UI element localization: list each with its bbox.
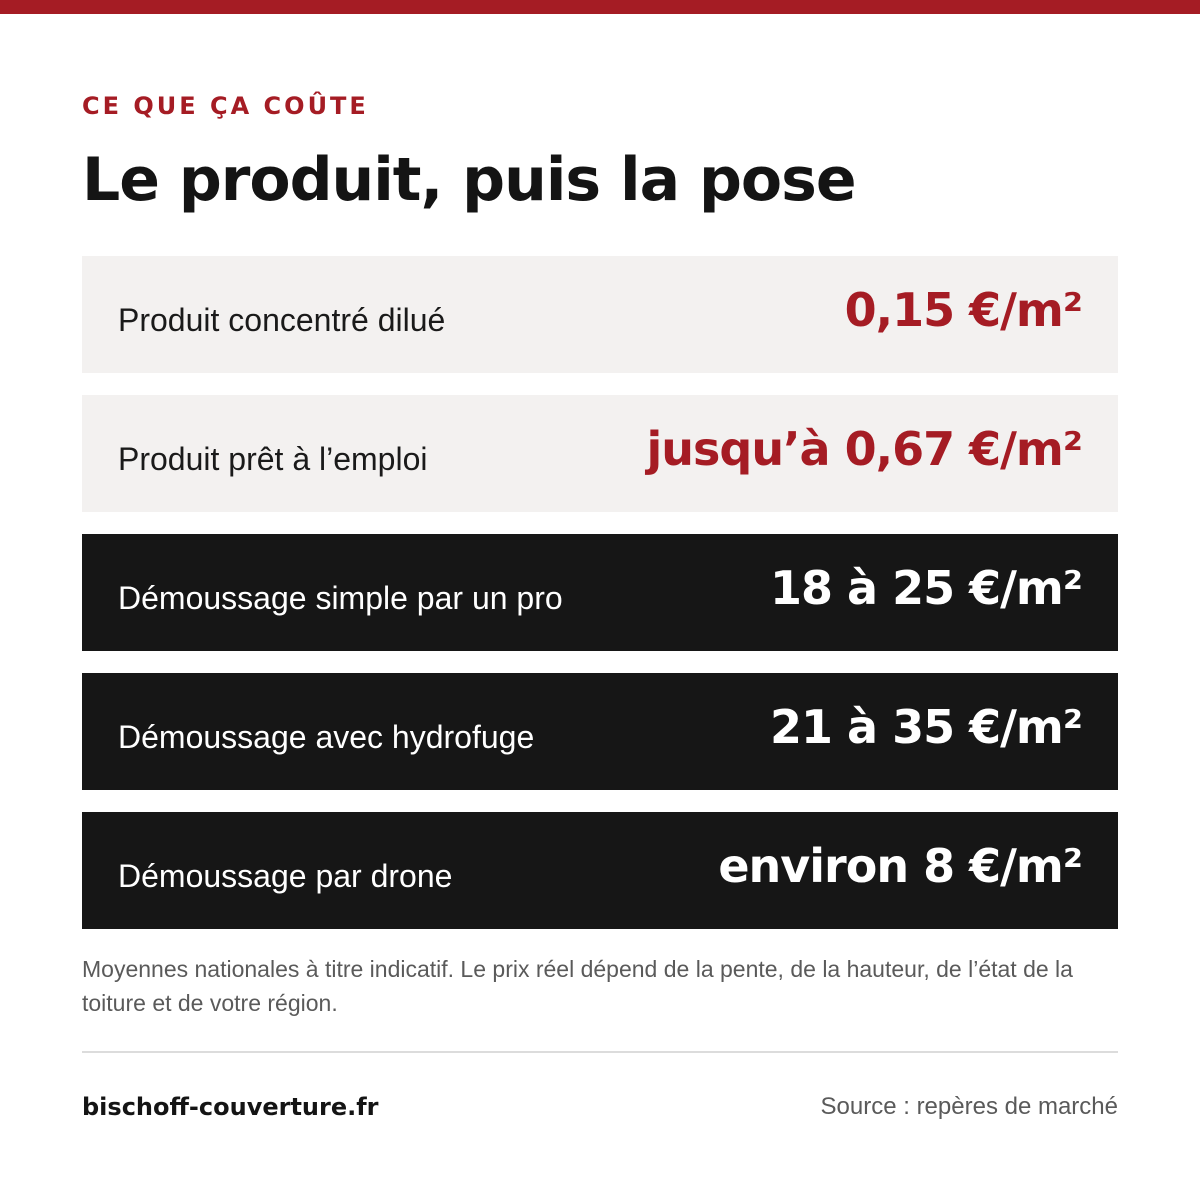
row-price: 18 à 25 €/m²: [770, 560, 1082, 615]
source-credit: Source : repères de marché: [820, 1093, 1118, 1120]
row-price: 0,15 €/m²: [844, 282, 1082, 337]
price-row-pro-simple: [82, 534, 1118, 651]
price-row-ready-to-use: [82, 395, 1118, 512]
row-label: Démoussage simple par un pro: [118, 580, 563, 616]
top-accent-bar: [0, 0, 1200, 14]
row-label: Produit prêt à l’emploi: [118, 441, 428, 477]
row-label: Démoussage avec hydrofuge: [118, 719, 535, 755]
disclaimer-note: Moyennes nationales à titre indicatif. Le prix réel dépend de la pente, de la hauteur, de l’état de la toiture et de votre région.: [82, 956, 1073, 1016]
row-price: jusqu’à 0,67 €/m²: [646, 421, 1082, 476]
website-link[interactable]: bischoff-couverture.fr: [82, 1093, 379, 1121]
price-row-concentrate: [82, 256, 1118, 373]
row-label: Démoussage par drone: [118, 858, 453, 894]
footer-divider: [82, 1051, 1118, 1053]
price-row-drone: [82, 812, 1118, 929]
row-price: 21 à 35 €/m²: [770, 699, 1082, 754]
eyebrow-label: CE QUE ÇA COÛTE: [82, 92, 369, 120]
row-label: Produit concentré dilué: [118, 302, 446, 338]
page-title: Le produit, puis la pose: [82, 145, 856, 215]
row-price: environ 8 €/m²: [718, 838, 1082, 893]
price-row-pro-hydrofuge: [82, 673, 1118, 790]
price-list: [82, 256, 1118, 951]
